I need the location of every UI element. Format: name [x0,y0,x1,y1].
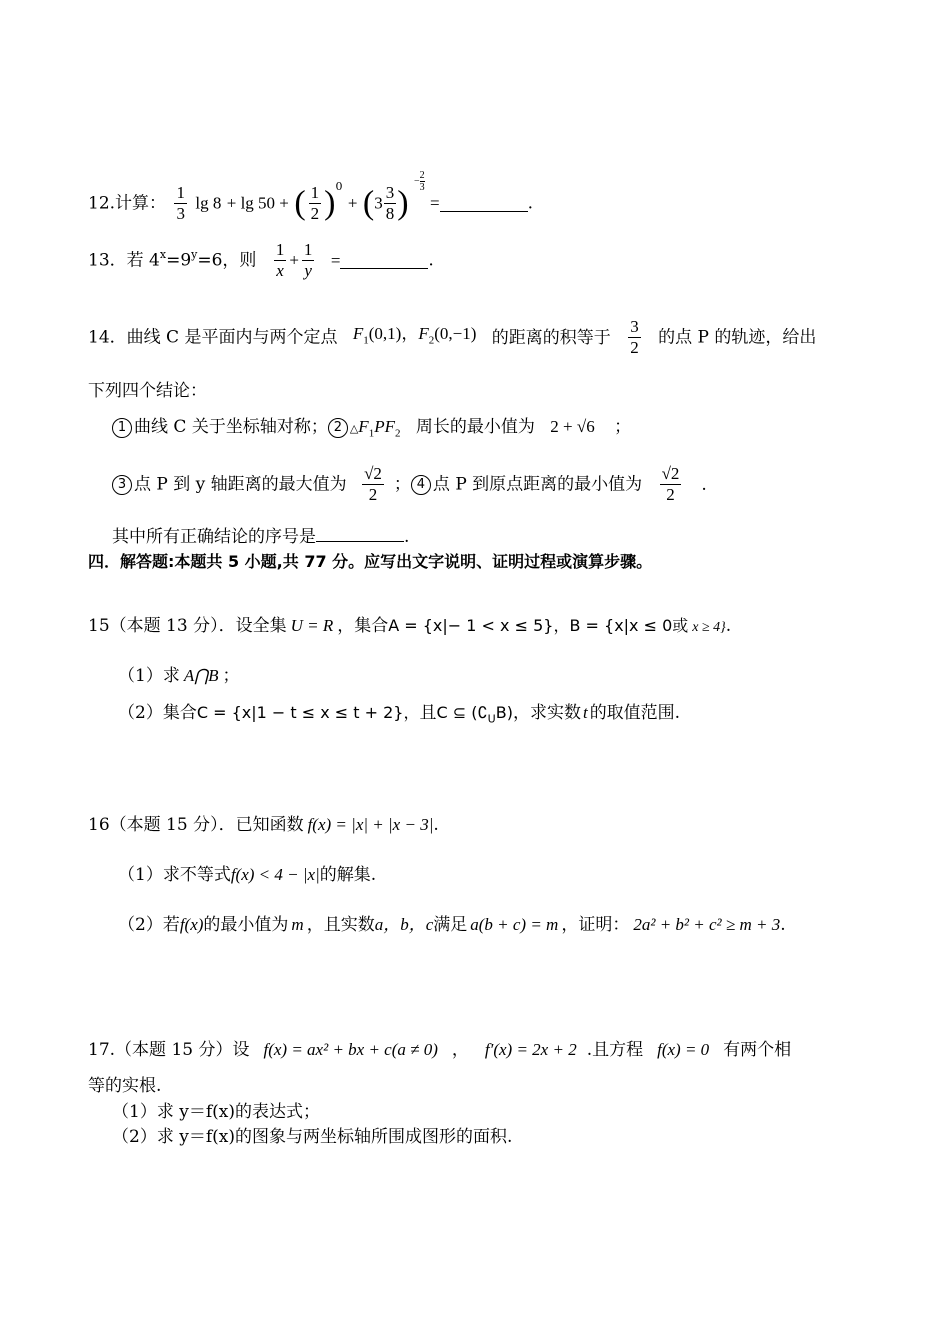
question-13 [88,240,434,288]
q13-y-exponent: y [191,247,198,261]
question-14 [88,317,816,365]
question-17-part-2: （2）求 y＝f(x)的图象与两坐标轴所围成图形的面积. [112,1127,513,1147]
conclusion-3-text: 点 P 到 y 轴距离的最大值为 [134,474,347,495]
q14-text-a: 14．曲线 C 是平面内与两个定点 [88,327,338,348]
question-12: 12.计算： $\frac{1}{3}$ lg 8 + lg 50 + ( $\frac{1}{2}$ )$^0$ + (3 $\frac{3}{8}$ ) − $\frac{2}{3}$ = . [88,170,533,223]
question-17-part-1: （1）求 y＝f(x)的表达式； [112,1102,320,1122]
q13-suffix: =6，则 [197,250,257,271]
fraction-sqrt2-over-2-a: $\frac{√2}{2}$ [364,464,382,504]
question-15-part-2: （2）集合C = {x|1 − t ≤ x ≤ t + 2}，且C ⊆ $(∁_UB)$，求实数 t 的取值范围. [118,703,681,726]
q13-mid: =9 [166,250,192,271]
q13-prefix: 13．若 4 [88,250,160,271]
q14-answer-blank [316,525,404,542]
fraction-one-third: $\frac{1}{3}$ [176,182,185,223]
q17-line2: 等的实根. [88,1076,162,1096]
circled-number-2: 2 [328,418,348,438]
q13-equals: = [330,250,341,270]
question-16: 16（本题 15 分）．已知函数 f(x) = |x| + |x − 3|. [88,815,439,835]
q12-three: 3 [374,193,383,213]
fraction-three-eighths: $\frac{3}{8}$ [385,182,395,223]
fraction-half: $\frac{1}{2}$ [310,182,320,223]
fraction-sqrt2-over-2-b: $\frac{√2}{2}$ [661,464,680,504]
q14-conclusions-3-4: 3 点 P 到 y 轴距离的最大值为 $\frac{√2}{2}$ ； 4 点 P 到原点距离的最小值为 $\frac{√2}{2}$ . [112,464,707,512]
circled-number-3: 3 [112,475,132,495]
conclusion-2-value: 2 + √6 [550,417,595,436]
q12-equals: = [429,193,440,213]
q13-x-exponent: x [159,247,167,261]
q13-plus: + [289,250,299,270]
fraction-three-halves: $\frac{3}{2}$ [630,317,639,357]
question-15-part-1: （1）求 A⋂B ； [118,666,240,686]
q14-text-b: 的距离的积等于 [491,327,611,348]
circled-number-1: 1 [112,418,132,438]
fraction-one-over-x: $\frac{1}{x}$ [275,240,285,280]
q14-line2: 下列四个结论： [88,381,207,401]
question-15: 15（本题 13 分）．设全集 U = R ，集合A = {x|− 1 < x ≤ 5}，B = {x|x ≤ 0或 x ≥ 4}. [88,616,732,636]
fraction-one-over-y: $\frac{1}{y}$ [303,240,313,280]
question-17: 17.（本题 15 分）设 f(x) = ax² + bx + c(a ≠ 0) ， f′(x) = 2x + 2 .且方程 f(x) = 0 有两个相 [88,1040,792,1060]
question-16-part-2: （2）若f(x)的最小值为 m ，且实数a，b，c满足 a(b + c) = m ，证明： 2a² + b² + c² ≥ m + 3. [118,915,786,935]
question-16-part-1: （1）求不等式f(x) < 4 − |x|的解集. [118,865,377,885]
q13-period: . [428,250,434,271]
q12-zero-exponent: 0 [335,179,343,193]
circled-number-4: 4 [411,475,431,495]
section-4-heading: 四．解答题:本题共 5 小题,共 77 分。应写出文字说明、证明过程或演算步骤。 [88,552,653,571]
q14-points: $F_1(0,1)$，$F_2(0,-1)$ [352,324,477,347]
conclusion-1-text: 曲线 C 关于坐标轴对称； [134,417,328,437]
q12-period: . [527,193,533,214]
q12-exponent: − $\frac{2}{3}$ [413,170,425,193]
q12-plus: + [347,193,358,213]
q12-lg50: + lg 50 + [226,193,289,213]
q14-text-c: 的点 P 的轨迹，给出 [658,327,817,348]
triangle-icon: △ [349,422,359,435]
q12-answer-blank [440,195,528,212]
q12-number: 12.计算： [88,193,167,214]
q13-answer-blank [340,252,428,269]
conclusion-2-text: 周长的最小值为 [415,417,535,437]
q12-lg8: lg 8 [195,193,222,213]
q14-conclusions-1-2: 1 曲线 C 关于坐标轴对称； 2 $\triangle F_1PF_2$ 周长的最小值为 2 + √6 ； [112,416,631,444]
q14-answer-line: 其中所有正确结论的序号是 . [112,527,410,547]
conclusion-4-text: 点 P 到原点距离的最小值为 [432,474,643,495]
